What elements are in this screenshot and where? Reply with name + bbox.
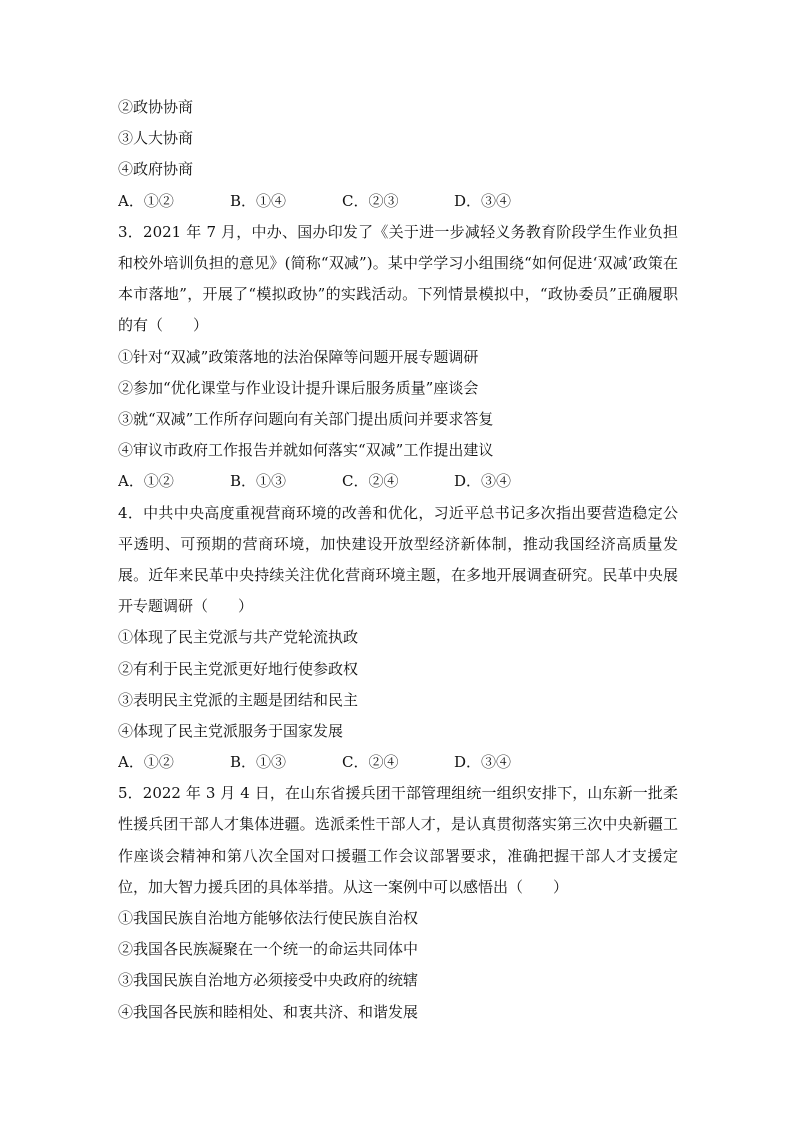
question-item: ①体现了民主党派与共产党轮流执政 <box>118 628 359 647</box>
lead-item: ③人大协商 <box>118 129 194 148</box>
question-stem: 5．2022 年 3 月 4 日，在山东省援兵团干部管理组统一组织安排下，山东新一批柔性援兵团干部人才集体进疆。选派柔性干部人才，是认真贯彻落实第三次中央新疆工作座谈会精神和第八次全国对口援疆工作会议部署要求，准确把握干部人才支援定位，加大智力援兵团的具体举措。从这一案例中可以感悟出（ ） <box>118 784 678 896</box>
answer-options <box>118 466 678 497</box>
option-c: C．②③ <box>342 191 399 210</box>
question-stem: 4．中共中央高度重视营商环境的改善和优化，习近平总书记多次指出要营造稳定公平透明、可预期的营商环境，加快建设开放型经济新体制，推动我国经济高质量发展。近年来民革中央持续关注优化营商环境主题，在多地开展调查研究。民革中央展开专题调研（ ） <box>118 503 678 616</box>
lead-item: ④政府协商 <box>118 160 194 179</box>
option-c: C．②④ <box>342 753 399 772</box>
question-item: ③就“双减”工作所存问题向有关部门提出质问并要求答复 <box>118 409 494 428</box>
option-a: A．①② <box>118 472 174 491</box>
option-b: B．①③ <box>230 753 287 772</box>
lead-item: ②政协协商 <box>118 98 194 116</box>
option-a: A．①② <box>118 191 174 210</box>
option-b: B．①④ <box>230 191 287 210</box>
option-a: A．①② <box>118 753 174 772</box>
question-item: ②我国各民族凝聚在一个统一的命运共同体中 <box>118 940 419 959</box>
question-item: ④审议市政府工作报告并就如何落实“双减”工作提出建议 <box>118 441 494 460</box>
answer-options <box>118 186 678 217</box>
option-d: D．③④ <box>454 753 512 772</box>
option-d: D．③④ <box>454 472 512 491</box>
answer-options <box>118 747 678 778</box>
question-item: ③表明民主党派的主题是团结和民主 <box>118 690 359 709</box>
question-item: ①我国民族自治地方能够依法行使民族自治权 <box>118 909 419 928</box>
option-b: B．①③ <box>230 472 287 491</box>
option-d: D．③④ <box>454 191 512 210</box>
question-stem: 3．2021 年 7 月，中办、国办印发了《关于进一步减轻义务教育阶段学生作业负担和校外培训负担的意见》(简称“双减”)。某中学学习小组围绕“如何促进‘双减’政策在本市落地”，开展了“模拟政协”的实践活动。下列情景模拟中，“政协委员”正确履职的有（ ） <box>118 222 678 335</box>
question-item: ②有利于民主党派更好地行使参政权 <box>118 659 359 678</box>
exam-page <box>118 92 678 1028</box>
question-item: ①针对“双减”政策落地的法治保障等问题开展专题调研 <box>118 347 479 366</box>
question-item: ④体现了民主党派服务于国家发展 <box>118 721 344 740</box>
question-item: ③我国民族自治地方必须接受中央政府的统辖 <box>118 971 419 990</box>
option-c: C．②④ <box>342 472 399 491</box>
question-item: ②参加“优化课堂与作业设计提升课后服务质量”座谈会 <box>118 378 479 397</box>
question-item: ④我国各民族和睦相处、和衷共济、和谐发展 <box>118 1002 419 1021</box>
